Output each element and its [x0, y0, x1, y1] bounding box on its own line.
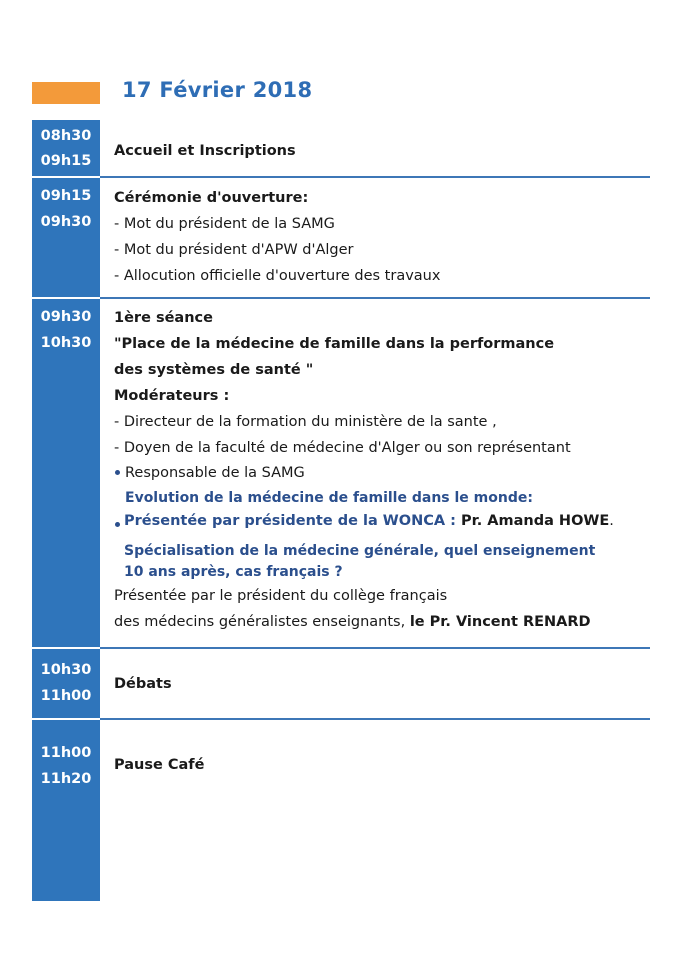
end-time: 09h30 [40, 214, 92, 230]
start-time: 10h30 [40, 662, 92, 678]
session-title: Pause Café [114, 757, 205, 773]
row-divider [100, 718, 650, 720]
bullet-icon [115, 470, 120, 475]
talk-title: Spécialisation de la médecine générale, quel enseignement [124, 543, 596, 559]
start-time: 08h30 [40, 128, 92, 144]
agenda-item: - Mot du président de la SAMG [114, 216, 335, 232]
session-title: Cérémonie d'ouverture: [114, 190, 309, 206]
session-title: 1ère séance [114, 310, 213, 326]
end-time: 11h00 [40, 688, 92, 704]
talk-title: Evolution de la médecine de famille dans le monde: [125, 490, 533, 506]
start-time: 09h15 [40, 188, 92, 204]
page-title: 17 Février 2018 [122, 78, 313, 102]
talk-title: 10 ans après, cas français ? [124, 564, 343, 580]
time-cell-2 [32, 178, 100, 297]
time-cell-1 [32, 120, 100, 176]
moderator-item: - Directeur de la formation du ministère de la sante , [114, 414, 497, 430]
session-title: Accueil et Inscriptions [114, 143, 296, 159]
session-theme: "Place de la médecine de famille dans la performance [114, 336, 555, 352]
moderator-item: Responsable de la SAMG [125, 465, 305, 481]
row-divider [100, 647, 650, 649]
time-cell-5 [32, 720, 100, 901]
bullet-icon [115, 522, 120, 527]
start-time: 11h00 [40, 745, 92, 761]
session-theme: des systèmes de santé " [114, 362, 314, 378]
end-time: 09h15 [40, 153, 92, 169]
talk-presenter: Présentée par le président du collège français [114, 588, 448, 604]
start-time: 09h30 [40, 309, 92, 325]
row-divider [100, 297, 650, 299]
presenter-prefix: Présentée par présidente de la WONCA : [124, 513, 462, 529]
end-time: 10h30 [40, 335, 92, 351]
presenter-suffix: . [609, 513, 614, 529]
agenda-item: - Mot du président d'APW d'Alger [114, 242, 354, 258]
time-cell-4 [32, 649, 100, 718]
agenda-item: - Allocution officielle d'ouverture des travaux [114, 268, 441, 284]
moderator-item: - Doyen de la faculté de médecine d'Alger ou son représentant [114, 440, 571, 456]
moderators-label: Modérateurs : [114, 388, 230, 404]
presenter-prefix: des médecins généralistes enseignants, [114, 614, 410, 630]
time-cell-3 [32, 299, 100, 647]
talk-presenter [124, 513, 614, 529]
presenter-name: Pr. Amanda HOWE [461, 513, 610, 529]
session-title: Débats [114, 676, 172, 692]
presenter-name: le Pr. Vincent RENARD [409, 614, 591, 630]
row-divider [100, 176, 650, 178]
talk-presenter [114, 614, 591, 630]
end-time: 11h20 [40, 771, 92, 787]
date-accent-bar [32, 82, 100, 104]
